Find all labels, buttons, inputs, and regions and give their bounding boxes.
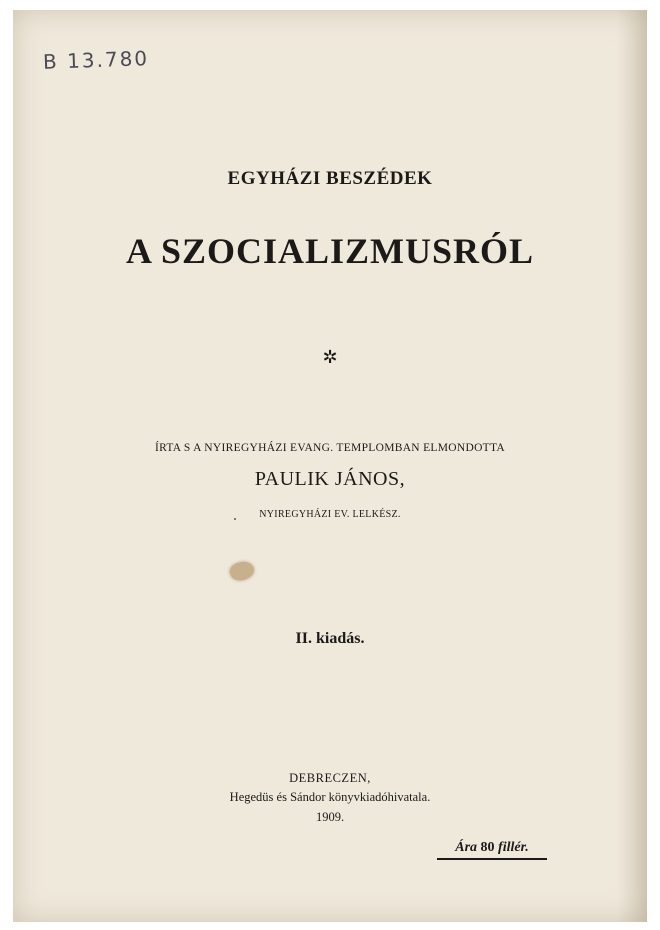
main-title: A SZOCIALIZMUSRÓL	[125, 231, 535, 271]
edition: II. kiadás.	[295, 630, 365, 647]
imprint-publisher: Hegedüs és Sándor könyvkiadóhivatala.	[229, 790, 431, 804]
author-role: NYIREGYHÁZI EV. LELKÉSZ.	[259, 509, 401, 520]
asterisk-ornament-icon: ✲	[322, 347, 338, 367]
book-cover-page	[13, 10, 647, 922]
imprint-city: DEBRECZEN,	[289, 771, 371, 785]
price-label	[437, 840, 547, 860]
price-suffix: fillér.	[498, 840, 529, 855]
intro-line: ÍRTA S A NYIREGYHÁZI EVANG. TEMPLOMBAN ELMONDOTTA	[154, 442, 506, 454]
price-amount: 80	[480, 840, 495, 855]
paper-stain	[228, 558, 257, 583]
series-title: EGYHÁZI BESZÉDEK	[227, 168, 433, 189]
price-prefix: Ára	[455, 840, 478, 855]
author-name: PAULIK JÁNOS,	[254, 468, 406, 490]
ink-speck	[234, 518, 236, 520]
imprint-year: 1909.	[315, 810, 345, 824]
call-number: B 13.780	[42, 46, 150, 74]
